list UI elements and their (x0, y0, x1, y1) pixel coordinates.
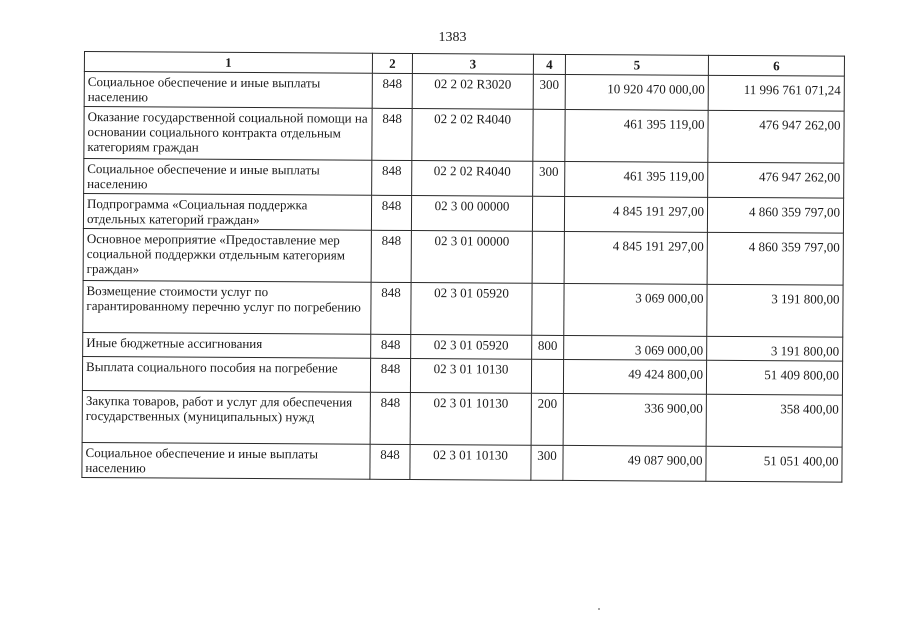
table-row (84, 107, 844, 164)
table-body (82, 72, 844, 483)
item-name: Социальное обеспечение и иные выплаты населению (82, 442, 370, 479)
table-row (83, 194, 843, 234)
amount-col6: 51 409 800,00 (706, 360, 842, 395)
item-name: Социальное обеспечение и иные выплаты населению (84, 72, 372, 109)
target-article-code: 02 3 01 05920 (411, 335, 532, 360)
expense-type-code: 300 (531, 445, 563, 480)
scan-speck (598, 608, 600, 610)
item-name: Основное мероприятие «Предоставление мер социальной поддержки отдельным категориям граждан» (83, 228, 371, 282)
department-code: 848 (370, 392, 410, 444)
amount-col6: 4 860 359 797,00 (707, 197, 843, 233)
item-name: Иные бюджетные ассигнования (83, 332, 371, 358)
expense-type-code (531, 359, 563, 393)
department-code: 848 (371, 282, 411, 334)
amount-col6: 11 996 761 071,24 (708, 75, 844, 111)
amount-col6: 476 947 262,00 (708, 110, 844, 163)
column-header: 3 (412, 54, 533, 75)
amount-col5: 49 424 800,00 (563, 359, 706, 394)
expense-type-code: 300 (533, 161, 565, 196)
department-code: 848 (372, 160, 412, 195)
table-row (82, 442, 842, 482)
column-header: 1 (84, 52, 372, 74)
amount-col6: 3 191 800,00 (707, 284, 843, 337)
amount-col5: 336 900,00 (563, 393, 706, 446)
item-name: Подпрограмма «Социальная поддержка отдельных категорий граждан» (83, 194, 371, 231)
target-article-code: 02 3 01 10130 (410, 444, 531, 480)
item-name: Закупка товаров, работ и услуг для обеспечения государственных (муниципальных) нужд (82, 390, 370, 444)
column-header: 5 (565, 54, 708, 75)
target-article-code: 02 2 02 R4040 (412, 109, 533, 162)
amount-col6: 3 191 800,00 (707, 336, 843, 361)
column-header: 2 (372, 53, 412, 73)
target-article-code: 02 2 02 R3020 (412, 74, 533, 110)
target-article-code: 02 3 01 05920 (411, 283, 532, 336)
item-name: Возмещение стоимости услуг по гарантированному перечню услуг по погребению (83, 280, 371, 334)
table-row (84, 72, 844, 112)
expense-type-code: 200 (531, 393, 563, 445)
amount-col5: 49 087 900,00 (563, 445, 706, 481)
department-code: 848 (371, 195, 411, 230)
amount-col6: 51 051 400,00 (706, 446, 842, 482)
column-header: 4 (533, 54, 565, 74)
amount-col5: 461 395 119,00 (565, 109, 708, 162)
table-row (83, 228, 843, 285)
page-number: 1383 (438, 30, 467, 45)
department-code: 848 (372, 73, 412, 108)
target-article-code: 02 3 01 10130 (410, 393, 531, 446)
department-code: 848 (370, 444, 410, 479)
expense-type-code (532, 196, 564, 231)
amount-col6: 4 860 359 797,00 (707, 232, 843, 285)
table-row (82, 390, 842, 447)
amount-col5: 10 920 470 000,00 (565, 74, 708, 110)
expense-type-code: 300 (533, 74, 565, 109)
item-name: Оказание государственной социальной помощи на основании социального контракта отдельным категориям граждан (84, 107, 372, 161)
expense-type-code (533, 109, 565, 161)
amount-col6: 476 947 262,00 (708, 162, 844, 198)
column-header: 6 (708, 55, 844, 76)
table-row (82, 356, 842, 395)
amount-col5: 4 845 191 297,00 (564, 196, 707, 232)
amount-col5: 3 069 000,00 (564, 335, 707, 360)
amount-col5: 3 069 000,00 (564, 283, 707, 336)
budget-table (81, 51, 845, 483)
target-article-code: 02 3 01 10130 (410, 359, 531, 394)
table-row (84, 159, 844, 199)
amount-col5: 461 395 119,00 (565, 161, 708, 197)
expense-type-code (532, 283, 564, 335)
department-code: 848 (371, 230, 411, 282)
target-article-code: 02 2 02 R4040 (412, 161, 533, 197)
expense-type-code (532, 231, 564, 283)
department-code: 848 (372, 108, 412, 160)
department-code: 848 (370, 358, 410, 392)
target-article-code: 02 3 00 00000 (411, 196, 532, 232)
table-row (83, 280, 843, 337)
item-name: Выплата социального пособия на погребение (82, 356, 370, 392)
amount-col6: 358 400,00 (706, 394, 842, 447)
expense-type-code: 800 (532, 335, 564, 359)
target-article-code: 02 3 01 00000 (411, 231, 532, 284)
department-code: 848 (371, 334, 411, 358)
amount-col5: 4 845 191 297,00 (564, 231, 707, 284)
item-name: Социальное обеспечение и иные выплаты населению (84, 159, 372, 196)
